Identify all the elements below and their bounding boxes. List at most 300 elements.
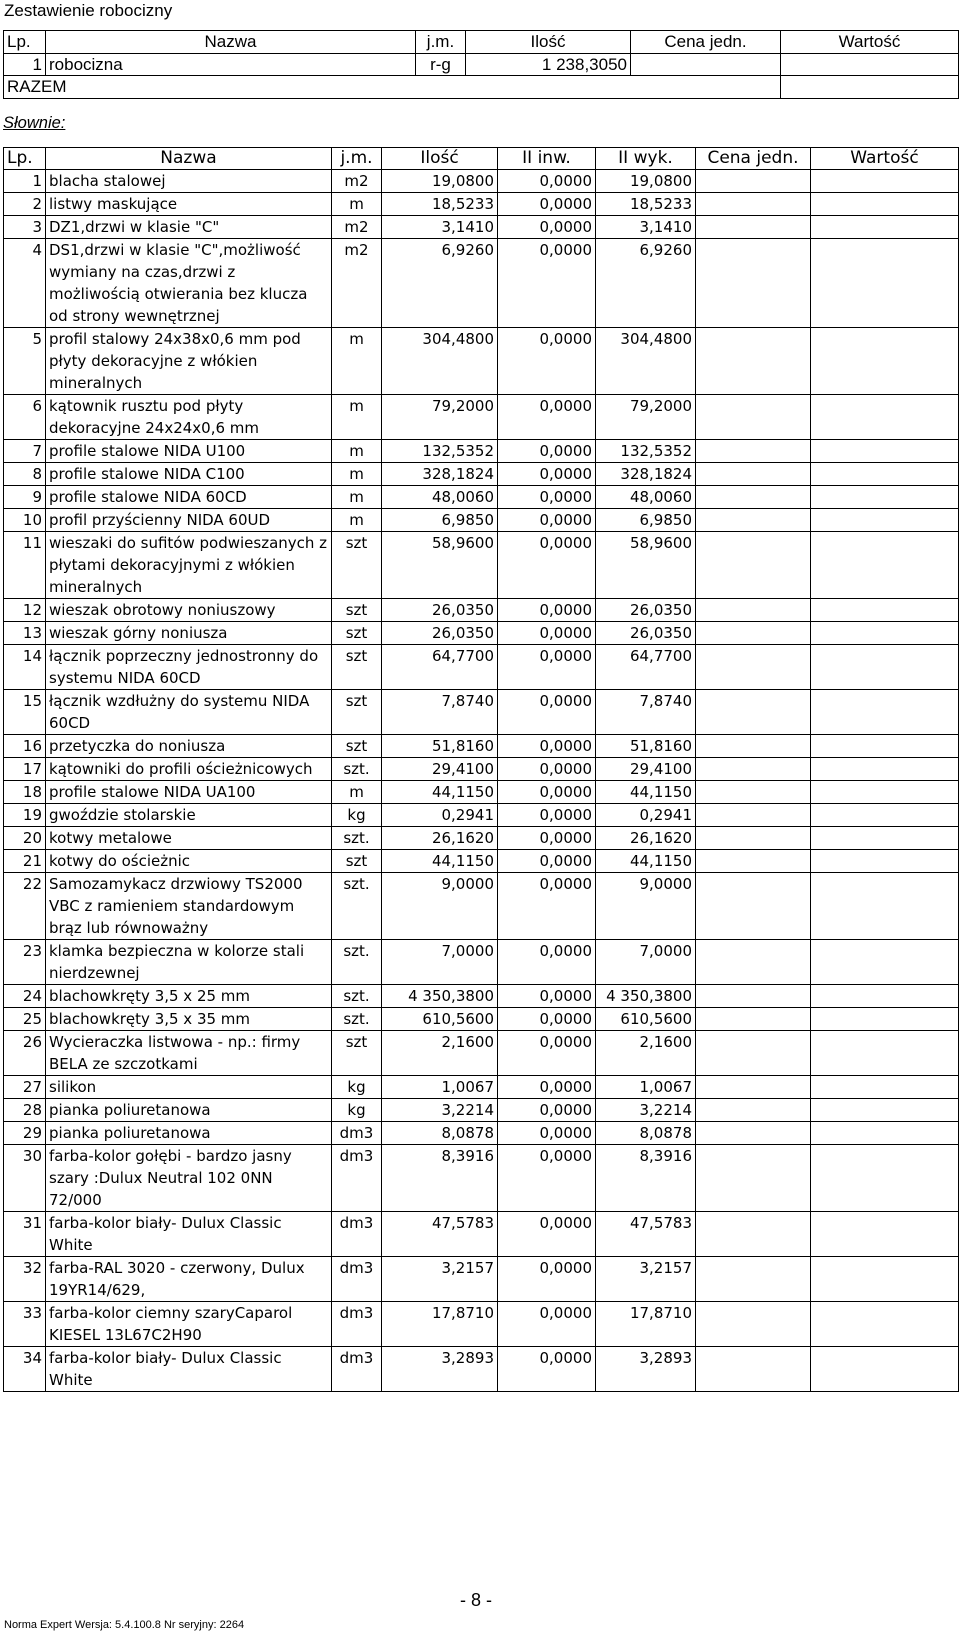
material-name: Samozamykacz drzwiowy TS2000 VBC z ramieniem standardowym brąz lub równoważny [46, 873, 332, 940]
material-lp: 1 [4, 170, 46, 193]
material-name: pianka poliuretanowa [46, 1122, 332, 1145]
material-unit: kg [332, 1076, 382, 1099]
material-name: wieszak obrotowy noniuszowy [46, 599, 332, 622]
material-inv: 0,0000 [498, 193, 596, 216]
material-qty: 4 350,3800 [382, 985, 498, 1008]
material-name: wieszaki do sufitów podwieszanych z płytami dekoracyjnymi z włókien mineralnych [46, 532, 332, 599]
material-inv: 0,0000 [498, 1031, 596, 1076]
material-qty: 7,8740 [382, 690, 498, 735]
material-qty: 1,0067 [382, 1076, 498, 1099]
material-row [4, 440, 959, 463]
material-inv: 0,0000 [498, 509, 596, 532]
material-price [696, 804, 811, 827]
material-row [4, 1076, 959, 1099]
material-lp: 18 [4, 781, 46, 804]
material-value [811, 622, 959, 645]
material-wyk: 610,5600 [596, 1008, 696, 1031]
material-inv: 0,0000 [498, 1212, 596, 1257]
material-wyk: 7,8740 [596, 690, 696, 735]
material-inv: 0,0000 [498, 486, 596, 509]
material-row [4, 532, 959, 599]
material-wyk: 26,0350 [596, 622, 696, 645]
material-qty: 2,1600 [382, 1031, 498, 1076]
material-unit: m [332, 440, 382, 463]
material-price [696, 1031, 811, 1076]
footer-info: Norma Expert Wersja: 5.4.100.8 Nr seryjny: 2264 [4, 1619, 245, 1631]
material-unit: m2 [332, 239, 382, 328]
material-name: kotwy metalowe [46, 827, 332, 850]
material-name: kątowniki do profili ościeżnicowych [46, 758, 332, 781]
material-price [696, 1212, 811, 1257]
material-unit: m [332, 328, 382, 395]
material-wyk: 8,3916 [596, 1145, 696, 1212]
material-qty: 610,5600 [382, 1008, 498, 1031]
material-row [4, 735, 959, 758]
material-name: farba-kolor gołębi - bardzo jasny szary :Dulux Neutral 102 0NN 72/000 [46, 1145, 332, 1212]
material-lp: 23 [4, 940, 46, 985]
material-lp: 33 [4, 1302, 46, 1347]
material-wyk: 6,9850 [596, 509, 696, 532]
material-price [696, 1076, 811, 1099]
material-qty: 64,7700 [382, 645, 498, 690]
labor-total-row [4, 76, 959, 99]
material-row [4, 1099, 959, 1122]
material-name: farba-RAL 3020 - czerwony, Dulux 19YR14/629, [46, 1257, 332, 1302]
material-row [4, 873, 959, 940]
material-value [811, 804, 959, 827]
material-inv: 0,0000 [498, 758, 596, 781]
material-qty: 0,2941 [382, 804, 498, 827]
material-qty: 44,1150 [382, 850, 498, 873]
material-value [811, 827, 959, 850]
material-qty: 44,1150 [382, 781, 498, 804]
material-unit: m [332, 781, 382, 804]
material-value [811, 239, 959, 328]
material-name: łącznik wzdłużny do systemu NIDA 60CD [46, 690, 332, 735]
material-lp: 26 [4, 1031, 46, 1076]
material-qty: 3,1410 [382, 216, 498, 239]
materials-header-qty: Ilość [382, 148, 498, 170]
material-price [696, 193, 811, 216]
material-wyk: 64,7700 [596, 645, 696, 690]
material-lp: 10 [4, 509, 46, 532]
material-name: gwoździe stolarskie [46, 804, 332, 827]
material-price [696, 622, 811, 645]
material-unit: szt. [332, 1008, 382, 1031]
material-qty: 9,0000 [382, 873, 498, 940]
material-inv: 0,0000 [498, 735, 596, 758]
material-unit: szt [332, 645, 382, 690]
material-name: listwy maskujące [46, 193, 332, 216]
labor-name: robocizna [46, 53, 416, 76]
material-row [4, 804, 959, 827]
material-row [4, 850, 959, 873]
material-value [811, 1347, 959, 1392]
material-name: kątownik rusztu pod płyty dekoracyjne 24x24x0,6 mm [46, 395, 332, 440]
page-title: Zestawienie robocizny [4, 1, 173, 20]
material-wyk: 4 350,3800 [596, 985, 696, 1008]
material-price [696, 827, 811, 850]
material-row [4, 239, 959, 328]
material-unit: m [332, 486, 382, 509]
material-inv: 0,0000 [498, 827, 596, 850]
material-lp: 31 [4, 1212, 46, 1257]
material-wyk: 19,0800 [596, 170, 696, 193]
material-wyk: 17,8710 [596, 1302, 696, 1347]
material-inv: 0,0000 [498, 1076, 596, 1099]
material-inv: 0,0000 [498, 940, 596, 985]
material-inv: 0,0000 [498, 1008, 596, 1031]
materials-header-row [4, 148, 959, 170]
material-unit: szt [332, 1031, 382, 1076]
material-value [811, 193, 959, 216]
material-inv: 0,0000 [498, 873, 596, 940]
material-value [811, 1302, 959, 1347]
material-wyk: 0,2941 [596, 804, 696, 827]
material-lp: 15 [4, 690, 46, 735]
material-value [811, 1212, 959, 1257]
material-inv: 0,0000 [498, 645, 596, 690]
material-lp: 5 [4, 328, 46, 395]
material-row [4, 395, 959, 440]
material-price [696, 1302, 811, 1347]
material-lp: 29 [4, 1122, 46, 1145]
material-lp: 14 [4, 645, 46, 690]
material-lp: 32 [4, 1257, 46, 1302]
material-unit: szt. [332, 758, 382, 781]
labor-header-value: Wartość [781, 31, 959, 54]
material-qty: 6,9260 [382, 239, 498, 328]
material-row [4, 328, 959, 395]
labor-header-lp: Lp. [4, 31, 46, 54]
material-qty: 3,2893 [382, 1347, 498, 1392]
material-lp: 4 [4, 239, 46, 328]
material-inv: 0,0000 [498, 239, 596, 328]
material-wyk: 1,0067 [596, 1076, 696, 1099]
material-lp: 27 [4, 1076, 46, 1099]
material-value [811, 1099, 959, 1122]
material-lp: 34 [4, 1347, 46, 1392]
material-qty: 132,5352 [382, 440, 498, 463]
labor-value [781, 53, 959, 76]
material-value [811, 850, 959, 873]
material-inv: 0,0000 [498, 622, 596, 645]
labor-header-unit: j.m. [416, 31, 466, 54]
material-wyk: 44,1150 [596, 850, 696, 873]
material-price [696, 170, 811, 193]
material-lp: 17 [4, 758, 46, 781]
material-price [696, 1145, 811, 1212]
material-name: klamka bezpieczna w kolorze stali nierdzewnej [46, 940, 332, 985]
material-value [811, 328, 959, 395]
material-wyk: 26,0350 [596, 599, 696, 622]
material-value [811, 1008, 959, 1031]
material-row [4, 1145, 959, 1212]
material-row [4, 1302, 959, 1347]
material-wyk: 3,2157 [596, 1257, 696, 1302]
material-lp: 16 [4, 735, 46, 758]
labor-header-qty: Ilość [466, 31, 631, 54]
material-price [696, 985, 811, 1008]
material-name: silikon [46, 1076, 332, 1099]
material-lp: 20 [4, 827, 46, 850]
page-number: - 8 - [460, 1590, 493, 1610]
material-wyk: 48,0060 [596, 486, 696, 509]
material-inv: 0,0000 [498, 216, 596, 239]
material-value [811, 781, 959, 804]
materials-header-inv: II inw. [498, 148, 596, 170]
material-unit: m [332, 509, 382, 532]
material-price [696, 328, 811, 395]
material-wyk: 18,5233 [596, 193, 696, 216]
material-inv: 0,0000 [498, 1257, 596, 1302]
material-price [696, 463, 811, 486]
material-row [4, 509, 959, 532]
material-qty: 17,8710 [382, 1302, 498, 1347]
material-lp: 9 [4, 486, 46, 509]
material-price [696, 440, 811, 463]
material-qty: 48,0060 [382, 486, 498, 509]
material-price [696, 239, 811, 328]
material-name: łącznik poprzeczny jednostronny do systemu NIDA 60CD [46, 645, 332, 690]
material-row [4, 216, 959, 239]
material-unit: szt. [332, 985, 382, 1008]
labor-total-value [781, 76, 959, 99]
material-price [696, 532, 811, 599]
material-name: farba-kolor ciemny szaryCaparol KIESEL 13L67C2H90 [46, 1302, 332, 1347]
material-price [696, 758, 811, 781]
material-row [4, 1031, 959, 1076]
material-inv: 0,0000 [498, 985, 596, 1008]
material-row [4, 781, 959, 804]
material-unit: szt. [332, 940, 382, 985]
material-value [811, 599, 959, 622]
material-price [696, 509, 811, 532]
material-value [811, 1145, 959, 1212]
material-value [811, 170, 959, 193]
material-price [696, 395, 811, 440]
material-row [4, 690, 959, 735]
material-value [811, 395, 959, 440]
material-name: Wycieraczka listwowa - np.: firmy BELA ze szczotkami [46, 1031, 332, 1076]
material-row [4, 463, 959, 486]
material-qty: 47,5783 [382, 1212, 498, 1257]
material-qty: 26,1620 [382, 827, 498, 850]
material-value [811, 463, 959, 486]
material-name: blacha stalowej [46, 170, 332, 193]
material-lp: 6 [4, 395, 46, 440]
material-lp: 7 [4, 440, 46, 463]
material-qty: 7,0000 [382, 940, 498, 985]
material-price [696, 1099, 811, 1122]
material-value [811, 985, 959, 1008]
material-row [4, 193, 959, 216]
materials-table [3, 147, 959, 1392]
material-inv: 0,0000 [498, 463, 596, 486]
material-value [811, 940, 959, 985]
material-value [811, 216, 959, 239]
material-value [811, 1076, 959, 1099]
material-row [4, 170, 959, 193]
labor-header-name: Nazwa [46, 31, 416, 54]
materials-header-unit: j.m. [332, 148, 382, 170]
material-qty: 51,8160 [382, 735, 498, 758]
material-wyk: 3,2214 [596, 1099, 696, 1122]
material-wyk: 7,0000 [596, 940, 696, 985]
material-inv: 0,0000 [498, 850, 596, 873]
material-wyk: 58,9600 [596, 532, 696, 599]
labor-total-label: RAZEM [4, 76, 781, 99]
material-lp: 28 [4, 1099, 46, 1122]
material-inv: 0,0000 [498, 170, 596, 193]
labor-header-price: Cena jedn. [631, 31, 781, 54]
material-lp: 30 [4, 1145, 46, 1212]
material-unit: m [332, 193, 382, 216]
material-price [696, 1257, 811, 1302]
material-unit: m2 [332, 170, 382, 193]
material-inv: 0,0000 [498, 532, 596, 599]
materials-header-name: Nazwa [46, 148, 332, 170]
material-name: profil przyścienny NIDA 60UD [46, 509, 332, 532]
material-row [4, 1212, 959, 1257]
material-lp: 25 [4, 1008, 46, 1031]
material-qty: 304,4800 [382, 328, 498, 395]
material-row [4, 1347, 959, 1392]
material-unit: dm3 [332, 1302, 382, 1347]
material-unit: dm3 [332, 1257, 382, 1302]
labor-unit: r-g [416, 53, 466, 76]
material-qty: 26,0350 [382, 599, 498, 622]
material-lp: 11 [4, 532, 46, 599]
material-price [696, 940, 811, 985]
material-unit: szt [332, 532, 382, 599]
material-row [4, 1008, 959, 1031]
material-row [4, 486, 959, 509]
material-inv: 0,0000 [498, 395, 596, 440]
material-row [4, 758, 959, 781]
material-qty: 58,9600 [382, 532, 498, 599]
material-unit: m2 [332, 216, 382, 239]
material-unit: dm3 [332, 1122, 382, 1145]
material-name: profile stalowe NIDA U100 [46, 440, 332, 463]
material-unit: kg [332, 1099, 382, 1122]
material-name: kotwy do ościeżnic [46, 850, 332, 873]
material-inv: 0,0000 [498, 599, 596, 622]
materials-header-value: Wartość [811, 148, 959, 170]
material-wyk: 26,1620 [596, 827, 696, 850]
labor-lp: 1 [4, 53, 46, 76]
materials-body [4, 170, 959, 1392]
material-lp: 2 [4, 193, 46, 216]
labor-table [3, 30, 959, 99]
materials-header-lp: Lp. [4, 148, 46, 170]
material-name: blachowkręty 3,5 x 35 mm [46, 1008, 332, 1031]
material-value [811, 509, 959, 532]
material-value [811, 645, 959, 690]
labor-qty: 1 238,3050 [466, 53, 631, 76]
material-unit: dm3 [332, 1212, 382, 1257]
material-price [696, 690, 811, 735]
material-unit: szt [332, 850, 382, 873]
material-name: profile stalowe NIDA 60CD [46, 486, 332, 509]
material-wyk: 29,4100 [596, 758, 696, 781]
material-wyk: 132,5352 [596, 440, 696, 463]
material-inv: 0,0000 [498, 1347, 596, 1392]
materials-header-wyk: II wyk. [596, 148, 696, 170]
material-wyk: 44,1150 [596, 781, 696, 804]
material-name: pianka poliuretanowa [46, 1099, 332, 1122]
material-wyk: 8,0878 [596, 1122, 696, 1145]
material-qty: 79,2000 [382, 395, 498, 440]
material-lp: 8 [4, 463, 46, 486]
material-unit: m [332, 395, 382, 440]
material-qty: 3,2157 [382, 1257, 498, 1302]
material-lp: 13 [4, 622, 46, 645]
material-qty: 8,3916 [382, 1145, 498, 1212]
material-wyk: 79,2000 [596, 395, 696, 440]
material-value [811, 1031, 959, 1076]
material-row [4, 622, 959, 645]
material-wyk: 51,8160 [596, 735, 696, 758]
material-name: blachowkręty 3,5 x 25 mm [46, 985, 332, 1008]
material-unit: m [332, 463, 382, 486]
material-value [811, 532, 959, 599]
material-inv: 0,0000 [498, 690, 596, 735]
material-row [4, 985, 959, 1008]
material-inv: 0,0000 [498, 1302, 596, 1347]
material-wyk: 6,9260 [596, 239, 696, 328]
material-lp: 21 [4, 850, 46, 873]
material-name: DS1,drzwi w klasie "C",możliwość wymiany na czas,drzwi z możliwością otwierania bez klucza od strony wewnętrznej [46, 239, 332, 328]
material-value [811, 735, 959, 758]
material-price [696, 1008, 811, 1031]
material-lp: 24 [4, 985, 46, 1008]
material-value [811, 758, 959, 781]
material-wyk: 3,2893 [596, 1347, 696, 1392]
material-qty: 3,2214 [382, 1099, 498, 1122]
material-lp: 19 [4, 804, 46, 827]
material-price [696, 599, 811, 622]
material-qty: 6,9850 [382, 509, 498, 532]
material-name: farba-kolor biały- Dulux Classic White [46, 1212, 332, 1257]
material-wyk: 328,1824 [596, 463, 696, 486]
material-value [811, 486, 959, 509]
material-name: profile stalowe NIDA C100 [46, 463, 332, 486]
material-unit: dm3 [332, 1347, 382, 1392]
material-unit: szt [332, 622, 382, 645]
material-qty: 19,0800 [382, 170, 498, 193]
material-inv: 0,0000 [498, 440, 596, 463]
material-price [696, 216, 811, 239]
material-lp: 12 [4, 599, 46, 622]
material-price [696, 1347, 811, 1392]
material-unit: szt. [332, 873, 382, 940]
material-unit: szt [332, 690, 382, 735]
material-unit: szt [332, 599, 382, 622]
material-inv: 0,0000 [498, 328, 596, 395]
material-wyk: 47,5783 [596, 1212, 696, 1257]
material-qty: 29,4100 [382, 758, 498, 781]
materials-header-price: Cena jedn. [696, 148, 811, 170]
material-lp: 22 [4, 873, 46, 940]
material-name: DZ1,drzwi w klasie "C" [46, 216, 332, 239]
material-value [811, 690, 959, 735]
material-name: profil stalowy 24x38x0,6 mm pod płyty dekoracyjne z włókien mineralnych [46, 328, 332, 395]
material-price [696, 645, 811, 690]
words-label: Słownie: [3, 114, 66, 132]
material-wyk: 304,4800 [596, 328, 696, 395]
labor-row [4, 53, 959, 76]
